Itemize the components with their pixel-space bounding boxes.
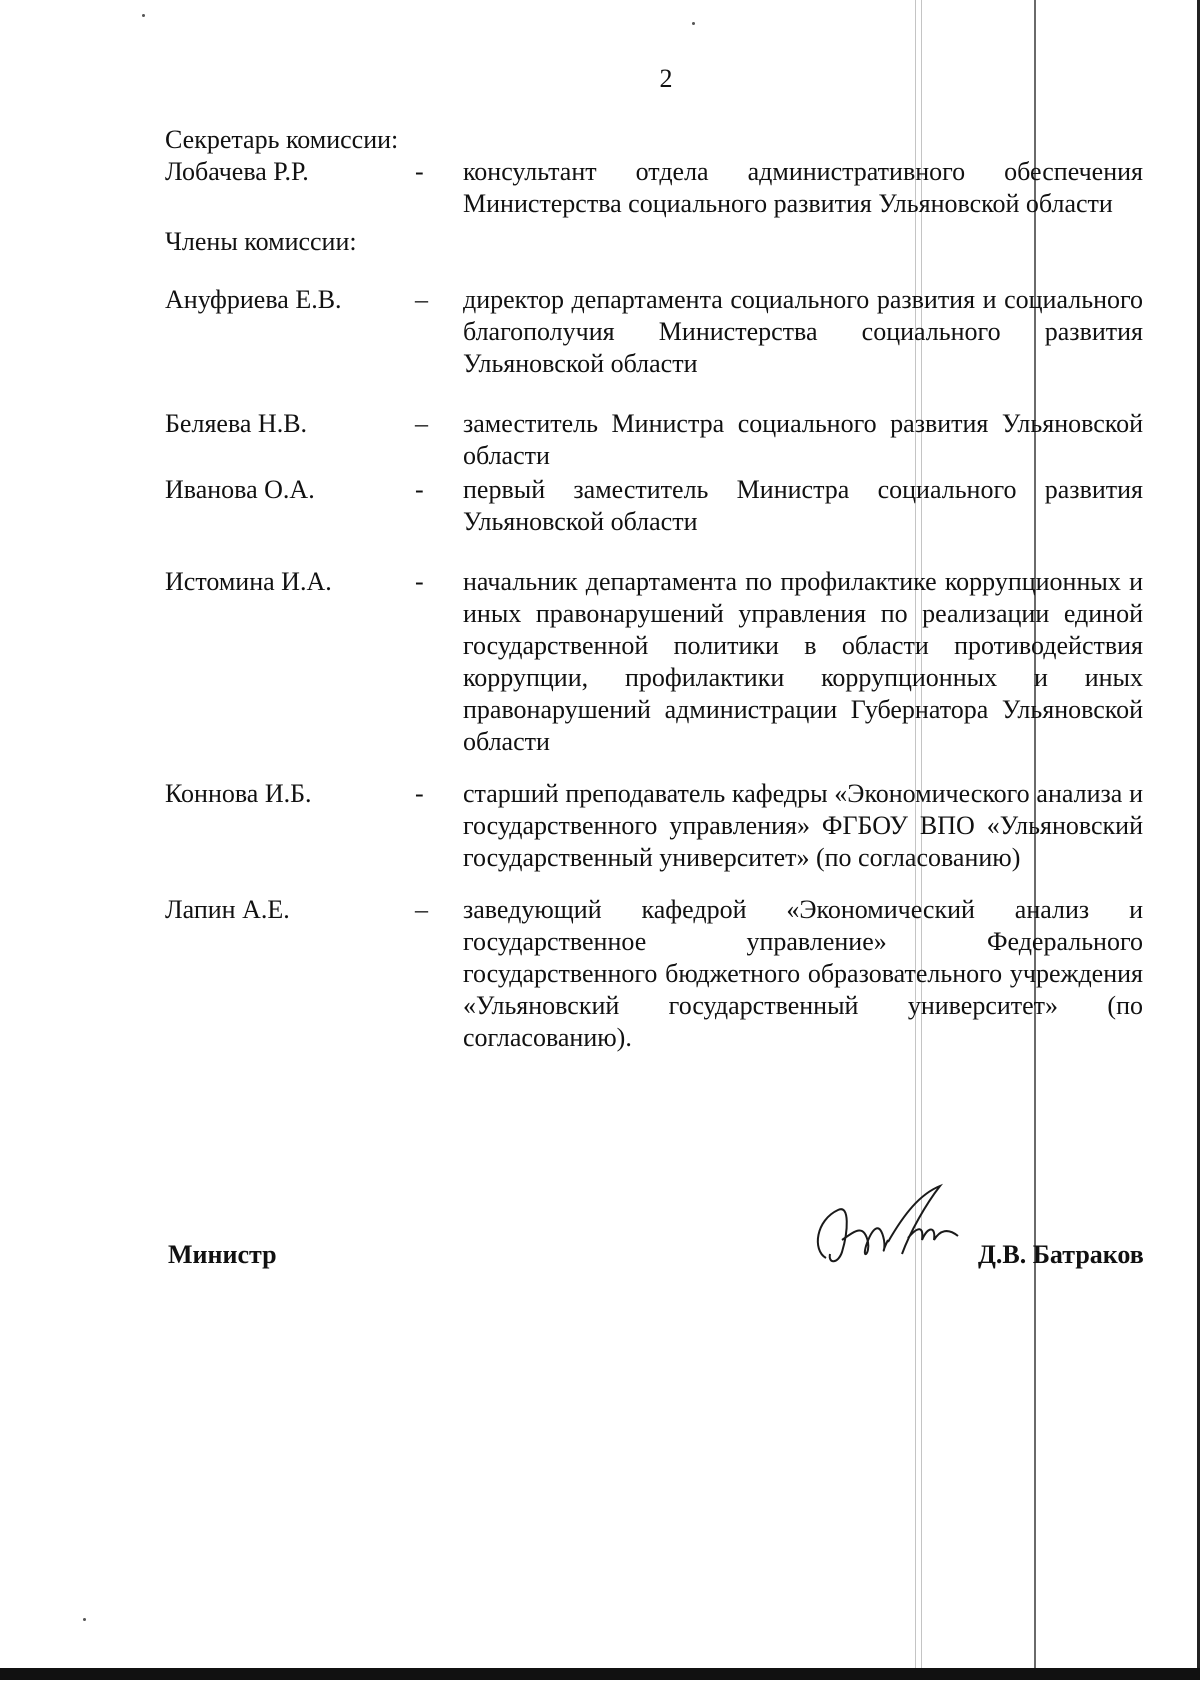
scan-edge-bottom	[0, 1668, 1200, 1680]
member-entry	[165, 284, 1145, 380]
member-entry	[165, 156, 1145, 220]
member-entry	[165, 894, 1145, 1054]
scan-speck	[83, 1618, 86, 1621]
member-entry	[165, 408, 1145, 472]
member-role: заместитель Министра социального развития Ульяновской области	[463, 409, 1143, 470]
scan-speck	[692, 22, 695, 25]
member-dash: -	[415, 475, 424, 504]
commission-roster	[165, 124, 1145, 1054]
signatory-name: Д.В. Батраков	[978, 1240, 1144, 1269]
member-entry	[165, 778, 1145, 874]
handwritten-signature	[808, 1180, 978, 1280]
member-entry	[165, 474, 1145, 538]
member-entry	[165, 566, 1145, 758]
member-name: Истомина И.А.	[165, 567, 332, 596]
member-dash: -	[415, 567, 424, 596]
member-role: начальник департамента по профилактике коррупционных и иных правонарушений управления по реализации единой государственной политики в области противодействия коррупции, профилактики коррупционных и иных правонарушений администрации Губернатора Ульяновской области	[463, 567, 1143, 756]
member-name: Ануфриева Е.В.	[165, 285, 342, 314]
member-dash: -	[415, 779, 424, 808]
member-role: директор департамента социального развития и социального благополучия Министерства социального развития Ульяновской области	[463, 285, 1143, 378]
signatory-title: Министр	[168, 1240, 277, 1269]
member-role: консультант отдела административного обеспечения Министерства социального развития Ульяновской области	[463, 157, 1143, 218]
scan-speck	[142, 14, 145, 17]
page-number	[0, 64, 1200, 94]
page-number-text: 2	[659, 64, 673, 93]
member-role: первый заместитель Министра социального развития Ульяновской области	[463, 475, 1143, 536]
member-name: Коннова И.Б.	[165, 779, 312, 808]
member-dash: –	[415, 895, 428, 924]
member-dash: –	[415, 409, 428, 438]
member-name: Беляева Н.В.	[165, 409, 308, 438]
member-dash: -	[415, 157, 424, 186]
signature-block	[168, 1240, 1168, 1300]
member-dash: –	[415, 285, 428, 314]
member-role: старший преподаватель кафедры «Экономического анализа и государственного управления» ФГБОУ ВПО «Ульяновский государственный университет» (по согласованию)	[463, 779, 1143, 872]
secretary-heading: Секретарь комиссии:	[165, 125, 399, 154]
member-name: Лобачева Р.Р.	[165, 157, 309, 186]
members-heading: Члены комиссии:	[165, 227, 357, 256]
member-name: Лапин А.Е.	[165, 895, 290, 924]
member-role: заведующий кафедрой «Экономический анализ и государственное управление» Федерального государственного бюджетного образовательного учреждения «Ульяновский государственный университет» (по согласованию).	[463, 895, 1143, 1052]
member-name: Иванова О.А.	[165, 475, 315, 504]
